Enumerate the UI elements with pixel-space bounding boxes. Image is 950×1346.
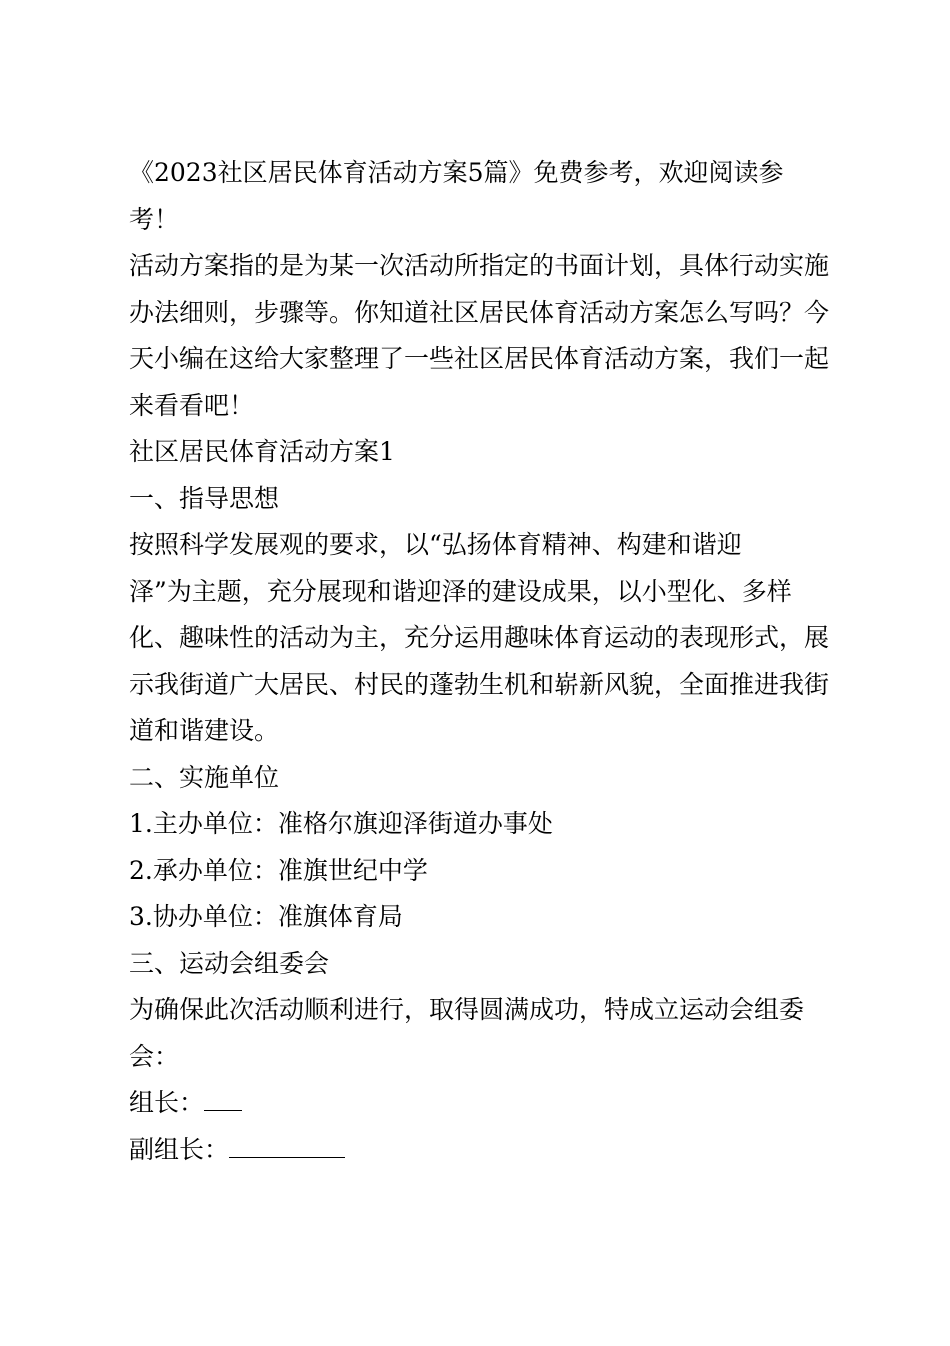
intro-line-2: 考！	[129, 204, 180, 234]
deputy-leader-label: 副组长：	[129, 1134, 230, 1164]
heading-implementing-units: 二、实施单位	[129, 762, 280, 792]
leader-blank	[204, 1088, 242, 1111]
deputy-leader-line	[129, 1127, 829, 1174]
intro-line-1: 《2023社区居民体育活动方案5篇》免费参考，欢迎阅读参	[129, 158, 784, 187]
unit-organizer: 2.承办单位：准旗世纪中学	[129, 855, 428, 885]
unit-co-organizer: 3.协办单位：准旗体育局	[129, 902, 403, 931]
heading-organizing-committee: 三、运动会组委会	[129, 948, 330, 978]
leader-line	[129, 1080, 829, 1127]
leader-label: 组长：	[129, 1088, 205, 1117]
unit-host: 1.主办单位：准格尔旗迎泽街道办事处	[129, 809, 553, 838]
guiding-thought-paragraph: 泽”为主题，充分展现和谐迎泽的建设成果，以小型化、多样化、趣味性的活动为主，充分运用趣味体育运动的表现形式，展示我街道广大居民、村民的蓬勃生机和崭新风貌，全面推进我街道和谐建设。	[129, 576, 830, 745]
guiding-thought-line-1: 按照科学发展观的要求，以“弘扬体育精神、构建和谐迎	[129, 530, 742, 559]
heading-guiding-thought: 一、指导思想	[129, 483, 280, 513]
deputy-leader-blank	[229, 1135, 345, 1158]
committee-paragraph: 为确保此次活动顺利进行，取得圆满成功，特成立运动会组委会：	[129, 995, 805, 1071]
document-body	[129, 150, 829, 1173]
intro-paragraph: 活动方案指的是为某一次活动所指定的书面计划，具体行动实施办法细则，步骤等。你知道社区居民体育活动方案怎么写吗？今天小编在这给大家整理了一些社区居民体育活动方案，我们一起来看看吧！	[129, 251, 830, 420]
section-title: 社区居民体育活动方案1	[129, 437, 395, 466]
